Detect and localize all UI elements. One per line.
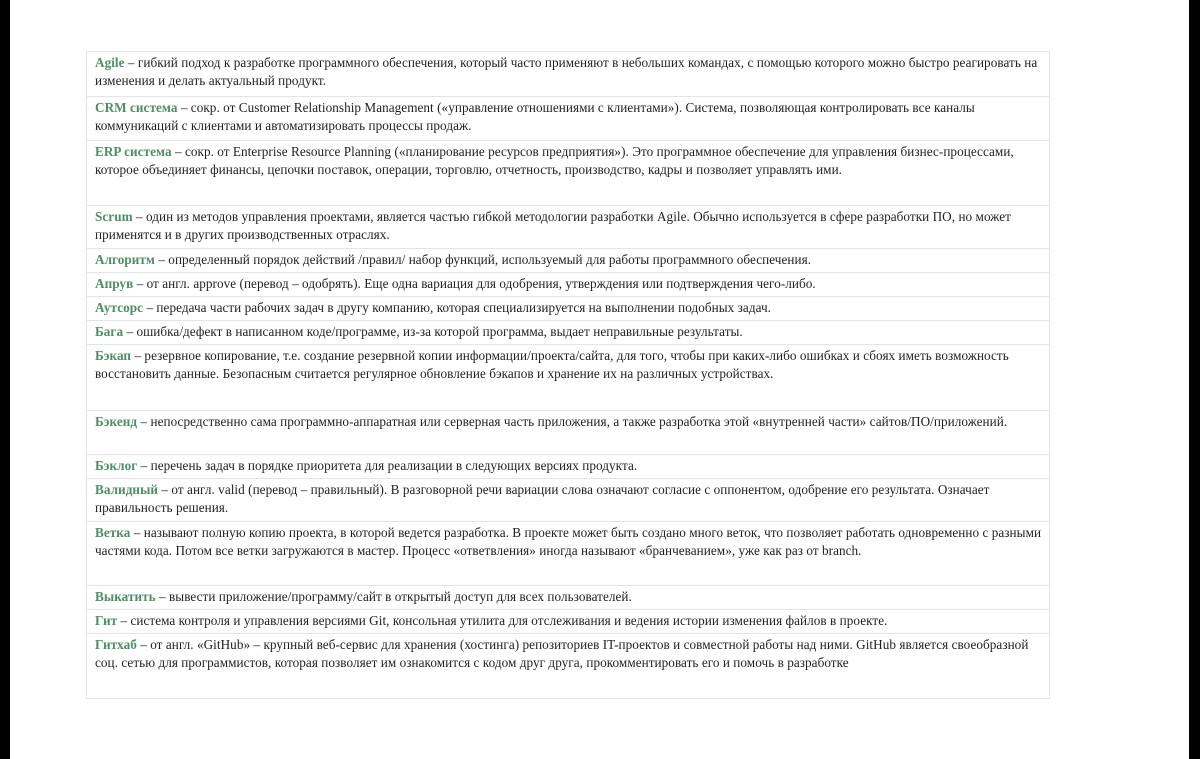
glossary-term: Бэкенд	[95, 414, 138, 429]
glossary-cell	[87, 141, 1050, 206]
glossary-cell	[87, 522, 1050, 586]
glossary-definition: – передача части рабочих задач в другу компанию, которая специализируется на выполнении подобных задач.	[143, 300, 771, 315]
glossary-cell	[87, 634, 1050, 699]
glossary-definition: – один из методов управления проектами, является частью гибкой методологии разработки Agile. Обычно используется в сфере разработки ПО, но может применятся и в других производственных отраслях.	[95, 209, 1011, 242]
glossary-term: Аутсорс	[95, 300, 144, 315]
left-black-border	[0, 0, 10, 759]
glossary-row	[87, 610, 1050, 634]
glossary-term: ERP система	[95, 144, 172, 159]
glossary-term: CRM система	[95, 100, 178, 115]
glossary-term: Алгоритм	[95, 252, 155, 267]
glossary-term: Бэкап	[95, 348, 132, 363]
glossary-definition: – непосредственно сама программно-аппаратная или серверная часть приложения, а также разработка этой «внутренней части» сайтов/ПО/приложений.	[137, 414, 1008, 429]
glossary-cell	[87, 273, 1050, 297]
glossary-term: Апрув	[95, 276, 134, 291]
glossary-term: Бага	[95, 324, 124, 339]
glossary-row	[87, 97, 1050, 141]
glossary-row	[87, 522, 1050, 586]
glossary-row	[87, 52, 1050, 97]
glossary-cell	[87, 206, 1050, 249]
glossary-term: Agile	[95, 55, 125, 70]
glossary-cell	[87, 411, 1050, 455]
glossary-definition: – гибкий подход к разработке программного обеспечения, который часто применяют в небольших командах, с помощью которого можно быстро реагировать на изменения и делать актуальный продукт.	[95, 55, 1038, 88]
glossary-row	[87, 297, 1050, 321]
glossary-definition: – ошибка/дефект в написанном коде/программе, из-за которой программа, выдает неправильные результаты.	[123, 324, 743, 339]
glossary-term: Гитхаб	[95, 637, 137, 652]
glossary-definition: – определенный порядок действий /правил/ набор функций, используемый для работы программного обеспечения.	[154, 252, 812, 267]
glossary-definition: – система контроля и управления версиями Git, консольная утилита для отслеживания и ведения истории изменения файлов в проекте.	[117, 613, 888, 628]
glossary-row	[87, 411, 1050, 455]
glossary-row	[87, 206, 1050, 249]
right-black-border	[1189, 0, 1200, 759]
glossary-cell	[87, 610, 1050, 634]
glossary-cell	[87, 345, 1050, 411]
glossary-row	[87, 321, 1050, 345]
glossary-definition: – сокр. от Enterprise Resource Planning («планирование ресурсов предприятия»). Это программное обеспечение для управления бизнес-процессами, которое объединяет финансы, цепочки поставок, операции, торговлю, отчетность, производство, кадры и позволяет управлять ими.	[95, 144, 1014, 177]
glossary-definition: – от англ. valid (перевод – правильный). В разговорной речи вариации слова означают согласие с оппонентом, одобрение его результата. Означает правильность решения.	[95, 482, 990, 515]
glossary-row	[87, 455, 1050, 479]
glossary-cell	[87, 321, 1050, 345]
glossary-row	[87, 141, 1050, 206]
glossary-row	[87, 345, 1050, 411]
glossary-definition: – от англ. «GitHub» – крупный веб-сервис для хранения (хостинга) репозиториев IT-проектов и совместной работы над ними. GitHub является своеобразной соц. сетью для программистов, которая позволяет им ознакомится с кодом друг друга, прокомментировать его и помочь в разработке	[95, 637, 1029, 670]
glossary-table	[86, 51, 1050, 699]
glossary-cell	[87, 97, 1050, 141]
glossary-cell	[87, 249, 1050, 273]
glossary-definition: – вывести приложение/программу/сайт в открытый доступ для всех пользователей.	[155, 589, 632, 604]
glossary-term: Бэклог	[95, 458, 138, 473]
glossary-definition: – сокр. от Customer Relationship Management («управление отношениями с клиентами»). Система, позволяющая контролировать все каналы коммуникаций с клиентами и автоматизировать процессы продаж.	[95, 100, 975, 133]
glossary-definition: – резервное копирование, т.е. создание резервной копии информации/проекта/сайта, для того, чтобы при каких-либо ошибках и сбоях иметь возможность восстановить данные. Безопасным считается регулярное обновление бэкапов и хранение их на различных устройствах.	[95, 348, 1009, 381]
glossary-definition: – перечень задач в порядке приоритета для реализации в следующих версиях продукта.	[137, 458, 638, 473]
glossary-definition: – называют полную копию проекта, в которой ведется разработка. В проекте может быть создано много веток, что позволяет работать одновременно с разными частями кода. Потом все ветки загружаются в мастер. Процесс «ответвления» иногда называют «бранчеванием», уже как раз от branch.	[95, 525, 1042, 558]
glossary-cell	[87, 297, 1050, 321]
glossary-term: Ветка	[95, 525, 131, 540]
glossary-definition: – от англ. approve (перевод – одобрять). Еще одна вариация для одобрения, утверждения или подтверждения чего-либо.	[133, 276, 816, 291]
glossary-term: Валидный	[95, 482, 159, 497]
glossary-cell	[87, 479, 1050, 522]
glossary-term: Выкатить	[95, 589, 156, 604]
glossary-row	[87, 273, 1050, 297]
glossary-cell	[87, 52, 1050, 97]
glossary-row	[87, 634, 1050, 699]
glossary-cell	[87, 586, 1050, 610]
glossary-cell	[87, 455, 1050, 479]
glossary-row	[87, 586, 1050, 610]
glossary-row	[87, 479, 1050, 522]
glossary-row	[87, 249, 1050, 273]
glossary-term: Гит	[95, 613, 118, 628]
glossary-term: Scrum	[95, 209, 133, 224]
